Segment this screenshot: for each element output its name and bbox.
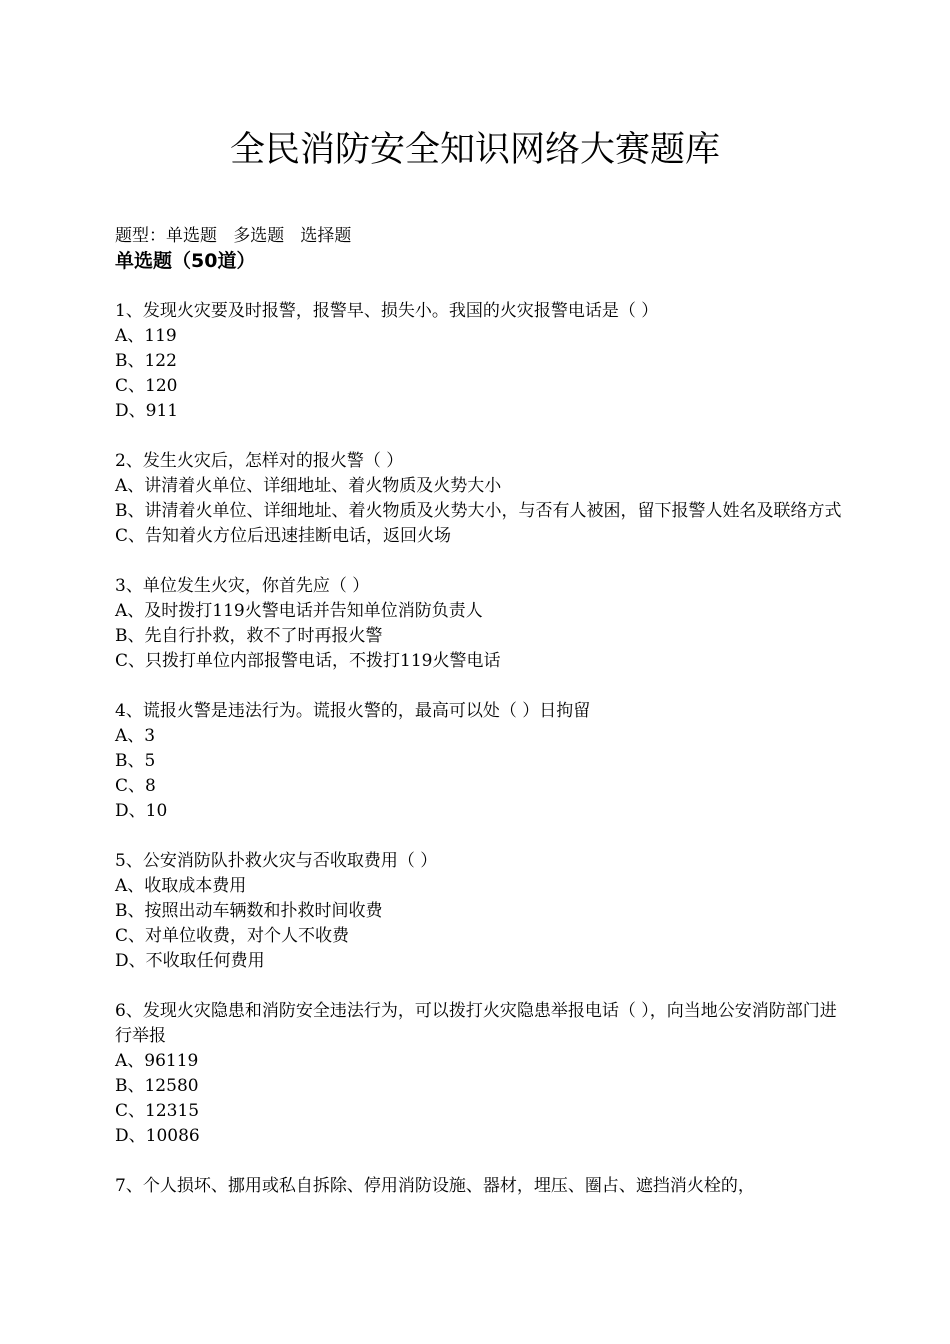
answer-option: C、对单位收费，对个人不收费 [115, 926, 350, 946]
answer-option: D、不收取任何费用 [115, 951, 265, 971]
answer-option: B、5 [115, 751, 156, 771]
question-text: 5、公安消防队扑救火灾与否收取费用（ ） [115, 851, 438, 871]
question-text: 2、发生火灾后，怎样对的报火警（ ） [115, 451, 404, 471]
question-item [115, 849, 845, 974]
question-item [115, 574, 845, 674]
answer-option: C、告知着火方位后迅速挂断电话，返回火场 [115, 526, 452, 546]
answer-option: C、12315 [115, 1101, 200, 1121]
question-item [115, 299, 845, 424]
answer-option: D、10086 [115, 1126, 200, 1146]
answer-option: B、先自行扑救，救不了时再报火警 [115, 626, 383, 646]
answer-option: B、讲清着火单位、详细地址、着火物质及火势大小，与否有人被困，留下报警人姓名及联络方式 [115, 501, 842, 521]
answer-option: B、12580 [115, 1076, 199, 1096]
document-title: 全民消防安全知识网络大赛题库 [229, 130, 720, 170]
answer-option: C、120 [115, 376, 178, 396]
answer-option: D、10 [115, 801, 168, 821]
section-heading: 单选题（50道） [115, 250, 256, 272]
question-item [115, 999, 845, 1149]
question-text: 6、发现火灾隐患和消防安全违法行为，可以拨打火灾隐患举报电话（ ），向当地公安消防部门进行举报 [115, 1001, 837, 1046]
question-item [115, 1174, 845, 1199]
answer-option: A、收取成本费用 [115, 876, 247, 896]
question-types-line: 题型：单选题 多选题 选择题 [115, 226, 352, 246]
answer-option: D、911 [115, 401, 179, 421]
answer-option: A、119 [115, 326, 177, 346]
answer-option: C、8 [115, 776, 156, 796]
question-text: 7、个人损坏、挪用或私自拆除、停用消防设施、器材，埋压、圈占、遮挡消火栓的， [115, 1176, 755, 1196]
answer-option: B、按照出动车辆数和扑救时间收费 [115, 901, 383, 921]
answer-option: A、96119 [115, 1051, 199, 1071]
answer-option: C、只拨打单位内部报警电话，不拨打119火警电话 [115, 651, 501, 671]
document-body [115, 224, 845, 1224]
question-text: 4、谎报火警是违法行为。谎报火警的，最高可以处（ ）日拘留 [115, 701, 591, 721]
question-item [115, 449, 845, 549]
answer-option: A、3 [115, 726, 156, 746]
question-text: 1、发现火灾要及时报警，报警早、损失小。我国的火灾报警电话是（ ） [115, 301, 659, 321]
answer-option: A、讲清着火单位、详细地址、着火物质及火势大小 [115, 476, 502, 496]
answer-option: A、及时拨打119火警电话并告知单位消防负责人 [115, 601, 483, 621]
question-text: 3、单位发生火灾，你首先应（ ） [115, 576, 370, 596]
question-item [115, 699, 845, 824]
answer-option: B、122 [115, 351, 177, 371]
